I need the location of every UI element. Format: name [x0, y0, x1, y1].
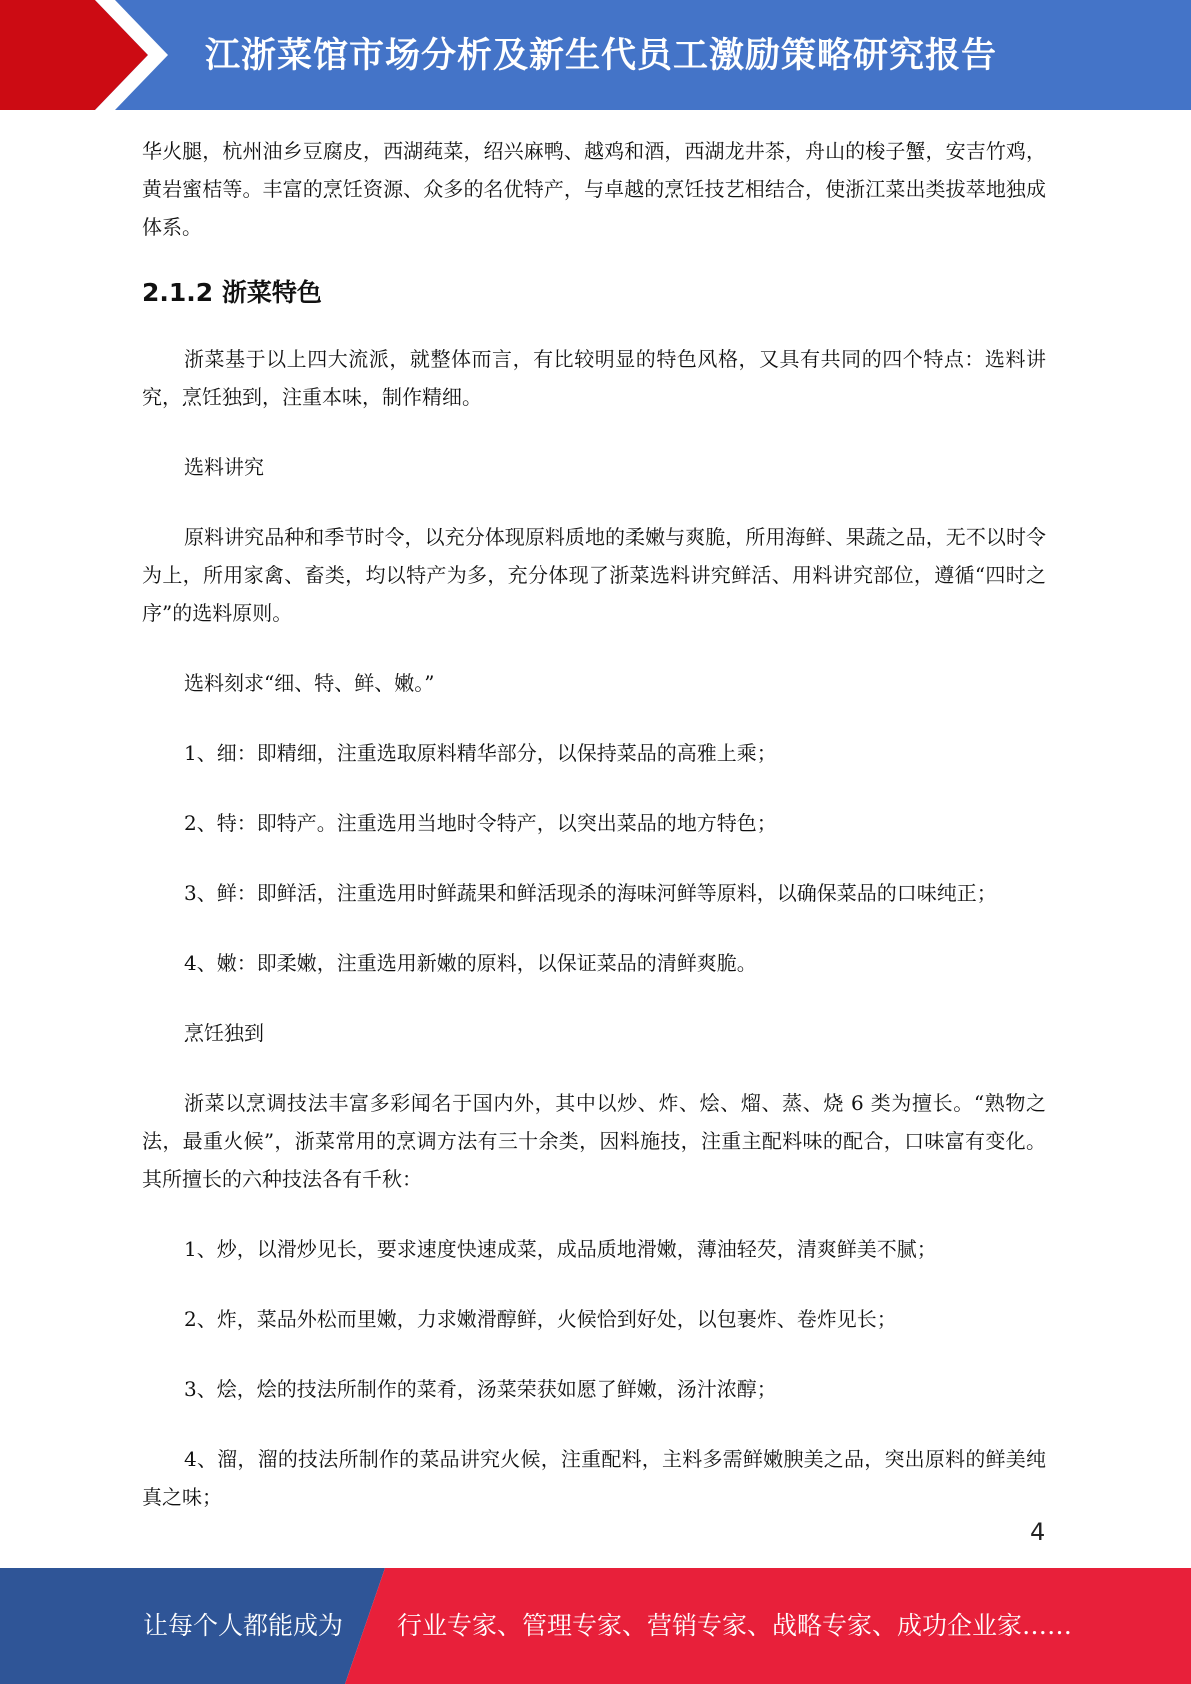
paragraph-selection-rule: 选料刻求“细、特、鲜、嫩。”	[184, 671, 435, 695]
page-header	[0, 0, 1191, 110]
paragraph-cooking: 浙菜以烹调技法丰富多彩闻名于国内外，其中以炒、炸、烩、熘、蒸、烧 6 类为擅长。“熟物之法，最重火候”，浙菜常用的烹调方法有三十余类，因料施技，注重主配料味的配合，口味富有变化。其所擅长的六种技法各有千秋：	[142, 1091, 1046, 1191]
header-arrow-decoration	[0, 0, 200, 110]
report-title: 江浙菜馆市场分析及新生代员工激励策略研究报告	[205, 36, 998, 76]
page-number: 4	[1030, 1518, 1046, 1546]
list-item: 4、嫩：即柔嫩，注重选用新嫩的原料，以保证菜品的清鲜爽脆。	[184, 951, 757, 975]
subheading-selection: 选料讲究	[184, 455, 264, 479]
section-heading: 2.1.2 浙菜特色	[142, 278, 322, 307]
list-item: 4、溜，溜的技法所制作的菜品讲究火候，注重配料，主料多需鲜嫩腴美之品，突出原料的鲜美纯真之味；	[142, 1447, 1046, 1509]
list-item: 1、细：即精细，注重选取原料精华部分，以保持菜品的高雅上乘；	[184, 741, 777, 765]
list-item: 2、特：即特产。注重选用当地时令特产，以突出菜品的地方特色；	[184, 811, 777, 835]
list-item: 3、烩，烩的技法所制作的菜肴，汤菜荣获如愿了鲜嫩，汤汁浓醇；	[184, 1377, 777, 1401]
list-item: 3、鲜：即鲜活，注重选用时鲜蔬果和鲜活现杀的海味河鲜等原料，以确保菜品的口味纯正；	[184, 881, 997, 905]
footer-slogan-right: 行业专家、管理专家、营销专家、战略专家、成功企业家……	[397, 1611, 1073, 1640]
paragraph-features: 浙菜基于以上四大流派，就整体而言，有比较明显的特色风格，又具有共同的四个特点：选料讲究，烹饪独到，注重本味，制作精细。	[142, 347, 1046, 409]
paragraph-intro: 华火腿，杭州油乡豆腐皮，西湖莼菜，绍兴麻鸭、越鸡和酒，西湖龙井茶，舟山的梭子蟹，安吉竹鸡，黄岩蜜桔等。丰富的烹饪资源、众多的名优特产，与卓越的烹饪技艺相结合，使浙江菜出类拔萃地独成体系。	[142, 139, 1046, 239]
document-body	[142, 132, 1046, 1516]
subheading-cooking: 烹饪独到	[184, 1021, 264, 1045]
list-item: 1、炒，以滑炒见长，要求速度快速成菜，成品质地滑嫩，薄油轻芡，清爽鲜美不腻；	[184, 1237, 937, 1261]
footer-slogan-left: 让每个人都能成为	[143, 1611, 344, 1640]
paragraph-selection: 原料讲究品种和季节时令，以充分体现原料质地的柔嫩与爽脆，所用海鲜、果蔬之品，无不以时令为上，所用家禽、畜类，均以特产为多，充分体现了浙菜选料讲究鲜活、用料讲究部位，遵循“四时之序”的选料原则。	[142, 525, 1046, 625]
list-item: 2、炸，菜品外松而里嫩，力求嫩滑醇鲜，火候恰到好处，以包裹炸、卷炸见长；	[184, 1307, 897, 1331]
page-footer	[0, 1568, 1191, 1684]
